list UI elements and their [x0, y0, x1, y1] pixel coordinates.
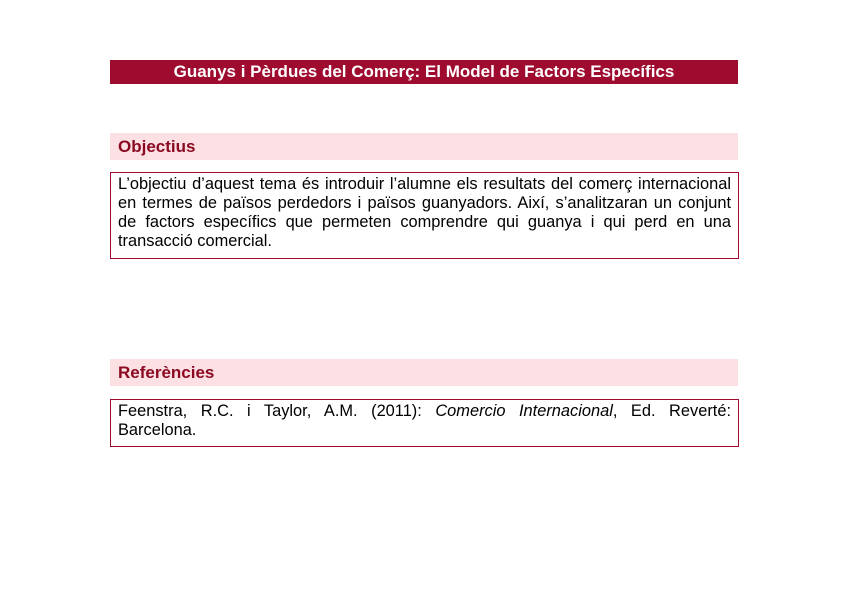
objectius-heading: Objectius	[110, 133, 738, 160]
document-title: Guanys i Pèrdues del Comerç: El Model de Factors Específics	[110, 60, 738, 84]
objectius-text-box	[110, 172, 739, 259]
referencies-heading: Referències	[110, 359, 738, 386]
reference-book-title: Comercio Internacional	[435, 402, 613, 420]
referencies-text-box	[110, 399, 739, 447]
objectius-text: L’objectiu d’aquest tema és introduir l’alumne els resultats del comerç internacional en termes de països perdedors i països guanyadors. Així, s’analitzaran un conjunt de factors específics que permeten comprendre qui guanya i qui perd en una transacció comercial.	[118, 175, 731, 250]
reference-publisher: , Ed. Reverté: Barcelona.	[118, 402, 731, 439]
reference-authors: Feenstra, R.C. i Taylor, A.M. (2011):	[118, 402, 436, 420]
